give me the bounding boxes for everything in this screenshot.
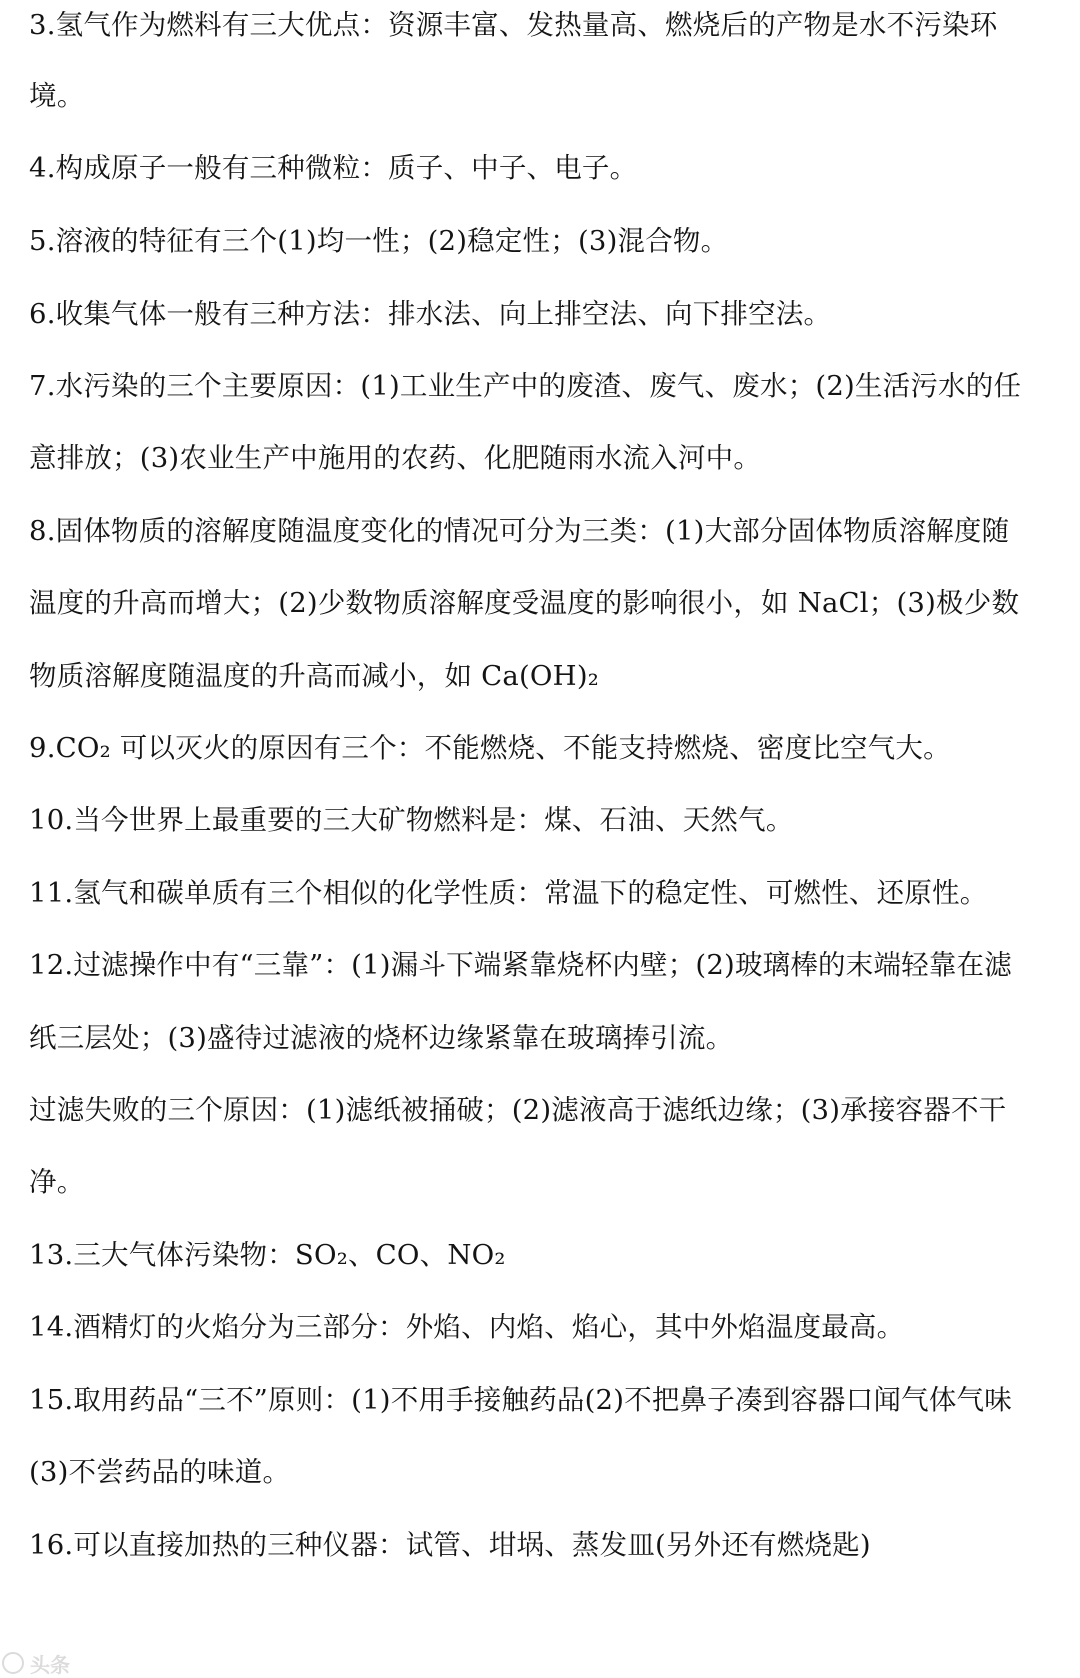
text-line: 温度的升高而增大；(2)少数物质溶解度受温度的影响很小，如 NaCl；(3)极少数 [29, 587, 1020, 619]
watermark [2, 1650, 70, 1676]
text-line: 净。 [29, 1166, 85, 1198]
text-line: 纸三层处；(3)盛待过滤液的烧杯边缘紧靠在玻璃捧引流。 [29, 1022, 734, 1054]
text-line: 3.氢气作为燃料有三大优点：资源丰富、发热量高、燃烧后的产物是水不污染环 [29, 9, 998, 41]
text-line: 16.可以直接加热的三种仪器：试管、坩埚、蒸发皿(另外还有燃烧匙) [29, 1529, 871, 1561]
text-line: 10.当今世界上最重要的三大矿物燃料是：煤、石油、天然气。 [29, 804, 794, 836]
text-line: 9.CO₂ 可以灭火的原因有三个：不能燃烧、不能支持燃烧、密度比空气大。 [29, 732, 951, 764]
watermark-logo-icon [2, 1652, 24, 1674]
watermark-text: 头条 [30, 1652, 70, 1677]
text-line: 13.三大气体污染物：SO₂、CO、NO₂ [29, 1239, 506, 1271]
text-line: 15.取用药品“三不”原则：(1)不用手接触药品(2)不把鼻子凑到容器口闻气体气味 [29, 1384, 1012, 1416]
text-line: 8.固体物质的溶解度随温度变化的情况可分为三类：(1)大部分固体物质溶解度随 [29, 515, 1010, 547]
text-line: 14.酒精灯的火焰分为三部分：外焰、内焰、焰心，其中外焰温度最高。 [29, 1311, 905, 1343]
text-line: 5.溶液的特征有三个(1)均一性；(2)稳定性；(3)混合物。 [29, 225, 729, 257]
text-line: (3)不尝药品的味道。 [29, 1456, 291, 1488]
text-line: 4.构成原子一般有三种微粒：质子、中子、电子。 [29, 152, 638, 184]
text-line: 过滤失败的三个原因：(1)滤纸被捅破；(2)滤液高于滤纸边缘；(3)承接容器不干 [29, 1094, 1007, 1126]
text-line: 物质溶解度随温度的升高而减小，如 Ca(OH)₂ [29, 660, 599, 692]
text-line: 境。 [29, 80, 85, 112]
text-line: 7.水污染的三个主要原因：(1)工业生产中的废渣、废气、废水；(2)生活污水的任 [29, 370, 1022, 402]
text-line: 12.过滤操作中有“三靠”：(1)漏斗下端紧靠烧杯内壁；(2)玻璃棒的末端轻靠在滤 [29, 949, 1012, 981]
text-line: 意排放；(3)农业生产中施用的农药、化肥随雨水流入河中。 [29, 442, 762, 474]
text-line: 6.收集气体一般有三种方法：排水法、向上排空法、向下排空法。 [29, 298, 832, 330]
text-line: 11.氢气和碳单质有三个相似的化学性质：常温下的稳定性、可燃性、还原性。 [29, 877, 988, 909]
